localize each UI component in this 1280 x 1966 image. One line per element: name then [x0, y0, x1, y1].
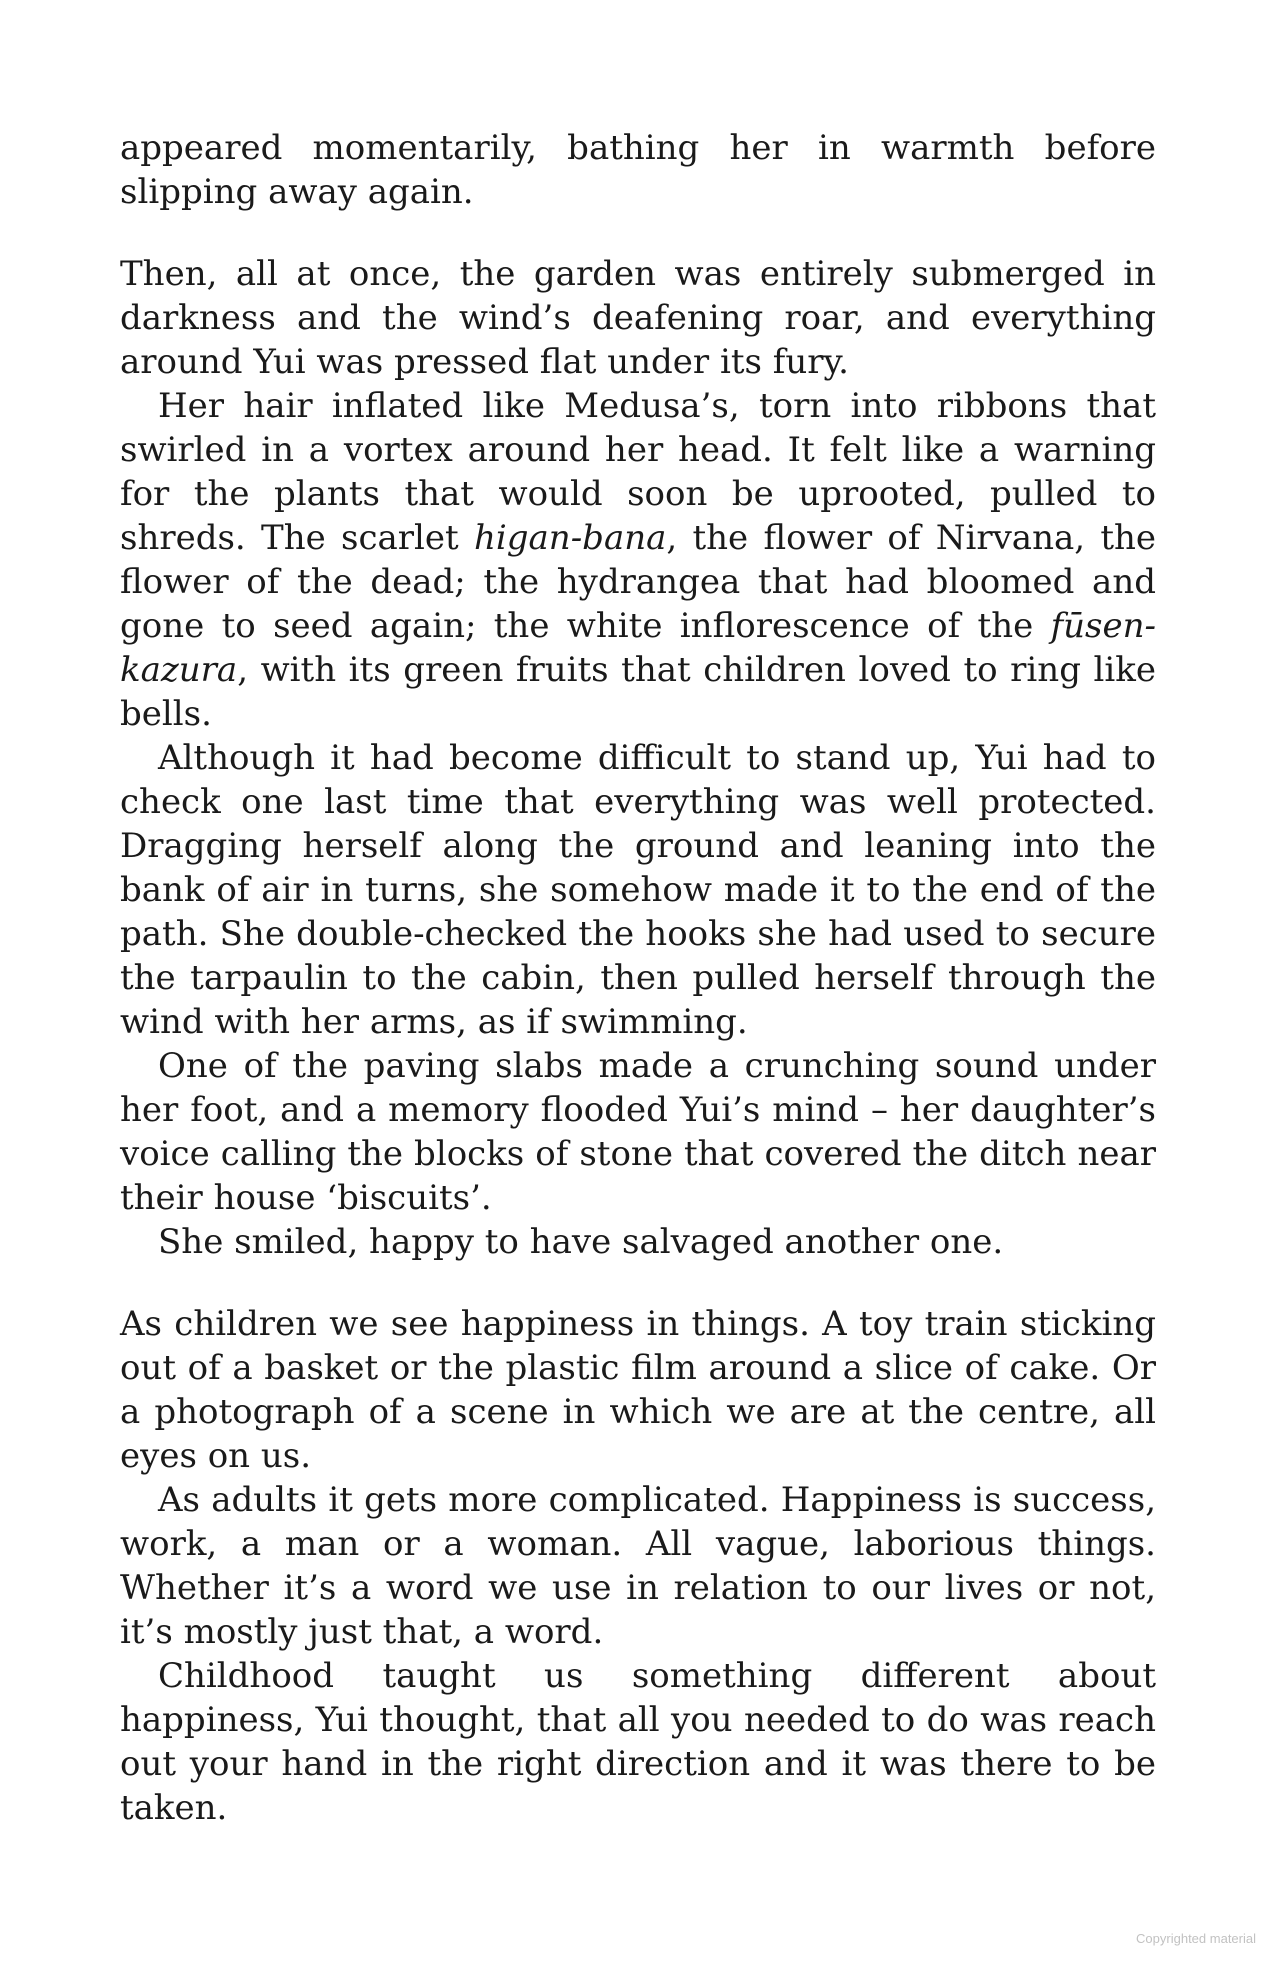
paragraph-5: One of the paving slabs made a crunching sound under her foot, and a memory flooded Yui’s mind – her daughter’s voice calling the blocks of stone that covered the ditch near their house ‘biscuits’. [120, 1046, 1156, 1218]
paragraph-2: Then, all at once, the garden was entirely submerged in darkness and the wind’s deafening roar, and everything around Yui was pressed flat under its fury. [120, 254, 1156, 382]
paragraph-7: As children we see happiness in things. A toy train sticking out of a basket or the plastic film around a slice of cake. Or a photograph of a scene in which we are at the centre, all eyes on us. [120, 1304, 1156, 1476]
paragraph-3-text-c: , with its green fruits that children loved to ring like bells. [120, 650, 1156, 734]
book-page [120, 126, 1156, 1830]
italic-fusen-kazura: fūsen-kazura [120, 606, 1156, 690]
copyright-watermark: Copyrighted material [1136, 1931, 1256, 1946]
paragraph-3 [120, 384, 1156, 736]
paragraph-3-text-b: , the flower of Nirvana, the flower of the dead; the hydrangea that had bloomed and gone to seed again; the white inflorescence of the [120, 518, 1157, 646]
paragraph-1: appeared momentarily, bathing her in warmth before slipping away again. [120, 128, 1156, 212]
paragraph-4: Although it had become difficult to stand up, Yui had to check one last time that everything was well protected. Dragging herself along the ground and leaning into the bank of air in turns, she somehow made it to the end of the path. She double-checked the hooks she had used to secure the tarpaulin to the cabin, then pulled herself through the wind with her arms, as if swimming. [120, 738, 1156, 1042]
italic-higanbana: higan-bana [473, 518, 667, 558]
paragraph-3-text-a: Her hair inflated like Medusa’s, torn into ribbons that swirled in a vortex around her head. It felt like a warning for the plants that would soon be uprooted, pulled to shreds. The scarlet [120, 386, 1156, 558]
paragraph-9: Childhood taught us something different about happiness, Yui thought, that all you needed to do was reach out your hand in the right direction and it was there to be taken. [120, 1656, 1156, 1828]
paragraph-6: She smiled, happy to have salvaged another one. [158, 1222, 1004, 1262]
paragraph-8: As adults it gets more complicated. Happiness is success, work, a man or a woman. All vague, laborious things. Whether it’s a word we use in relation to our lives or not, it’s mostly just that, a word. [120, 1480, 1156, 1652]
